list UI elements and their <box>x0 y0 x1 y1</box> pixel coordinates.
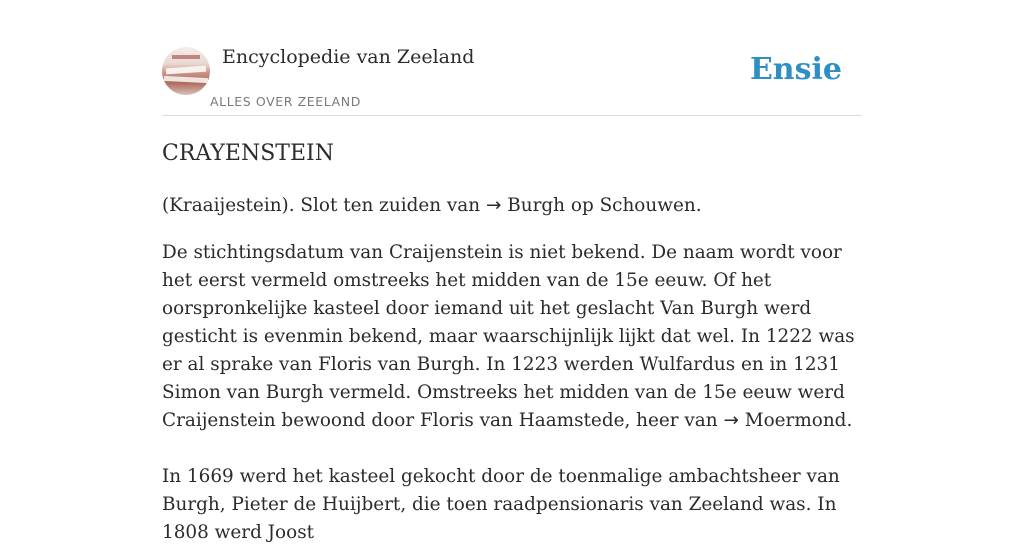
ensie-logo-link[interactable]: Ensie <box>749 52 842 87</box>
arrow-icon: → <box>723 410 739 431</box>
intro-text: (Kraaijestein). Slot ten zuiden van <box>162 195 486 216</box>
link-moermond[interactable]: Moermond <box>744 410 847 431</box>
site-title[interactable]: Encyclopedie van Zeeland <box>222 46 475 68</box>
avatar-book-page <box>166 66 206 75</box>
article-paragraph <box>162 239 866 435</box>
article-title: CRAYENSTEIN <box>162 141 334 166</box>
article-paragraph: In 1669 werd het kasteel gekocht door de toenmalige ambachtsheer van Burgh, Pieter de Huijbert, die toen raadpensionaris van Zeeland was. In 1808 werd Joost <box>162 466 840 543</box>
avatar-book-spine <box>172 55 200 59</box>
arrow-icon: → <box>485 195 502 216</box>
intro-text-end: op Schouwen. <box>565 195 702 216</box>
site-avatar[interactable] <box>162 47 210 95</box>
article-intro <box>162 192 866 220</box>
paragraph-text-end: . <box>846 410 853 431</box>
site-header <box>162 44 862 116</box>
article-content <box>162 138 866 547</box>
link-burgh[interactable]: Burgh <box>507 195 566 216</box>
site-subtitle: ALLES OVER ZEELAND <box>210 94 361 109</box>
avatar-book-page <box>164 76 208 83</box>
paragraph-text: De stichtingsdatum van Craijenstein is niet bekend. De naam wordt voor het eerst vermeld omstreeks het midden van de 15e eeuw. Of het oorspronkelijke kasteel door iemand uit het geslacht Van Burgh werd gesticht is evenmin bekend, maar waarschijnlijk lijkt dat wel. In 1222 was er al sprake van Floris van Burgh. In 1223 werden Wulfardus en in 1231 Simon van Burgh vermeld. Omstreeks het midden van de 15e eeuw werd Craijenstein bewoond door Floris van Haamstede, heer van <box>162 242 855 431</box>
